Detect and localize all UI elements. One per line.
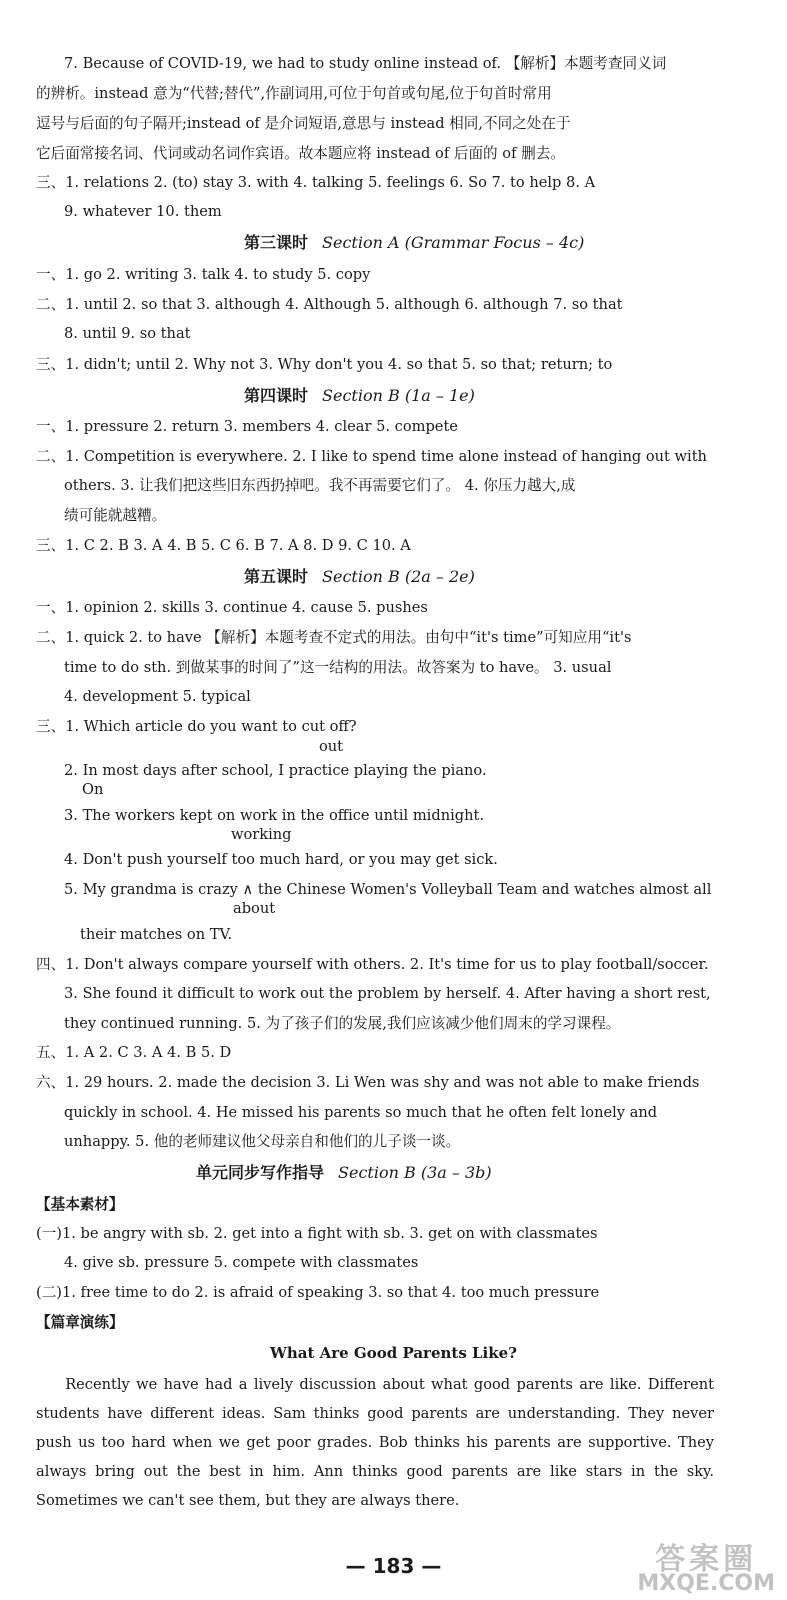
answer-line: 的辨析。instead 意为“代替;替代”,作副词用,可位于句首或句尾,位于句首时常用 bbox=[36, 85, 552, 102]
section-heading-cn: 第三课时 bbox=[244, 233, 309, 252]
answer-line: 三、1. C 2. B 3. A 4. B 5. C 6. B 7. A 8. D 9. C 10. A bbox=[36, 537, 411, 554]
answer-line: others. 3. 让我们把这些旧东西扔掉吧。我不再需要它们了。 4. 你压力越大,成 bbox=[64, 477, 576, 494]
answer-line: 三、1. Which article do you want to cut off? bbox=[36, 718, 357, 735]
answer-line: 三、1. relations 2. (to) stay 3. with 4. talking 5. feelings 6. So 7. to help 8. A bbox=[36, 174, 596, 191]
answer-line: they continued running. 5. 为了孩子们的发展,我们应该减少他们周末的学习课程。 bbox=[64, 1015, 621, 1032]
section-heading-cn: 第五课时 bbox=[244, 567, 309, 586]
section-heading-en: Section A (Grammar Focus – 4c) bbox=[322, 233, 585, 252]
answer-line: (一)1. be angry with sb. 2. get into a fight with sb. 3. get on with classmates bbox=[36, 1225, 598, 1242]
answer-line: 二、1. Competition is everywhere. 2. I like to spend time alone instead of hanging out with bbox=[36, 448, 707, 465]
answer-line: 4. give sb. pressure 5. compete with classmates bbox=[64, 1254, 419, 1271]
practice-heading: 【篇章演练】 bbox=[36, 1314, 124, 1331]
answer-line: 一、1. go 2. writing 3. talk 4. to study 5. copy bbox=[36, 266, 371, 283]
answer-line: 它后面常接名词、代词或动名词作宾语。故本题应将 instead of 后面的 of 删去。 bbox=[36, 145, 565, 162]
essay-paragraph: Recently we have had a lively discussion about what good parents are like. Different students have different ideas. Sam thinks good parents are understanding. They never push us too hard when we get poor grades. Bob thinks his parents are supportive. They always bring out the best in him. Ann thinks good parents are like stars in the sky. Sometimes we can't see them, but they are always there. bbox=[36, 1376, 714, 1509]
answer-line: time to do sth. 到做某事的时间了”这一结构的用法。故答案为 to have。 3. usual bbox=[64, 659, 612, 676]
answer-line: (二)1. free time to do 2. is afraid of speaking 3. so that 4. too much pressure bbox=[36, 1284, 600, 1301]
answer-line: 二、1. until 2. so that 3. although 4. Although 5. although 6. although 7. so that bbox=[36, 296, 623, 313]
answer-line: 逗号与后面的句子隔开;instead of 是介词短语,意思与 instead 相同,不同之处在于 bbox=[36, 115, 571, 132]
answer-line: 3. She found it difficult to work out the problem by herself. 4. After having a short rest, bbox=[64, 985, 711, 1002]
watermark-bottom: MXQE.COM bbox=[637, 1571, 775, 1596]
answer-line: unhappy. 5. 他的老师建议他父母亲自和他们的儿子谈一谈。 bbox=[64, 1133, 461, 1150]
section-heading-en: Section B (2a – 2e) bbox=[322, 567, 475, 586]
answer-line: 二、1. quick 2. to have 【解析】本题考查不定式的用法。由句中“it's time”可知应用“it's bbox=[36, 629, 632, 646]
section-heading bbox=[244, 566, 475, 588]
section-heading-en: Section B (3a – 3b) bbox=[338, 1163, 492, 1182]
answer-line: 5. My grandma is crazy ∧ the Chinese Women's Volleyball Team and watches almost all bbox=[64, 881, 712, 898]
answer-line: 一、1. pressure 2. return 3. members 4. clear 5. compete bbox=[36, 418, 458, 435]
answer-line: quickly in school. 4. He missed his parents so much that he often felt lonely and bbox=[64, 1104, 658, 1121]
section-heading bbox=[244, 232, 584, 254]
answer-line: 4. Don't push yourself too much hard, or you may get sick. bbox=[64, 851, 498, 868]
answer-line: 3. The workers kept on work in the office until midnight. bbox=[64, 807, 485, 824]
page-number: — 183 — bbox=[345, 1554, 442, 1578]
answer-line: 六、1. 29 hours. 2. made the decision 3. Li Wen was shy and was not able to make friends bbox=[36, 1074, 700, 1091]
section-heading bbox=[244, 385, 475, 407]
essay-title: What Are Good Parents Like? bbox=[270, 1344, 517, 1362]
answer-line: 五、1. A 2. C 3. A 4. B 5. D bbox=[36, 1044, 232, 1061]
correction-word: working bbox=[231, 826, 292, 843]
section-heading bbox=[196, 1162, 492, 1184]
section-heading-cn: 单元同步写作指导 bbox=[196, 1163, 325, 1182]
correction-word: On bbox=[82, 781, 104, 798]
section-heading-cn: 第四课时 bbox=[244, 386, 309, 405]
answer-line: 一、1. opinion 2. skills 3. continue 4. cause 5. pushes bbox=[36, 599, 428, 616]
answer-line: 三、1. didn't; until 2. Why not 3. Why don't you 4. so that 5. so that; return; to bbox=[36, 356, 613, 373]
answer-line: 四、1. Don't always compare yourself with others. 2. It's time for us to play football/soccer. bbox=[36, 956, 709, 973]
correction-word: out bbox=[319, 738, 344, 755]
answer-line: 4. development 5. typical bbox=[64, 688, 251, 705]
section-heading-en: Section B (1a – 1e) bbox=[322, 386, 475, 405]
answer-line: their matches on TV. bbox=[80, 926, 233, 943]
watermark-top: 答案圈 bbox=[655, 1542, 758, 1577]
answer-line: 8. until 9. so that bbox=[64, 325, 191, 342]
answer-line: 9. whatever 10. them bbox=[64, 203, 222, 220]
watermark-logo bbox=[637, 1542, 775, 1596]
answer-line: 2. In most days after school, I practice playing the piano. bbox=[64, 762, 487, 779]
correction-word: about bbox=[233, 900, 276, 917]
answer-line: 7. Because of COVID-19, we had to study online instead of. 【解析】本题考查同义词 bbox=[64, 55, 667, 72]
material-heading: 【基本素材】 bbox=[36, 1196, 124, 1213]
answer-line: 绩可能就越糟。 bbox=[64, 507, 167, 524]
